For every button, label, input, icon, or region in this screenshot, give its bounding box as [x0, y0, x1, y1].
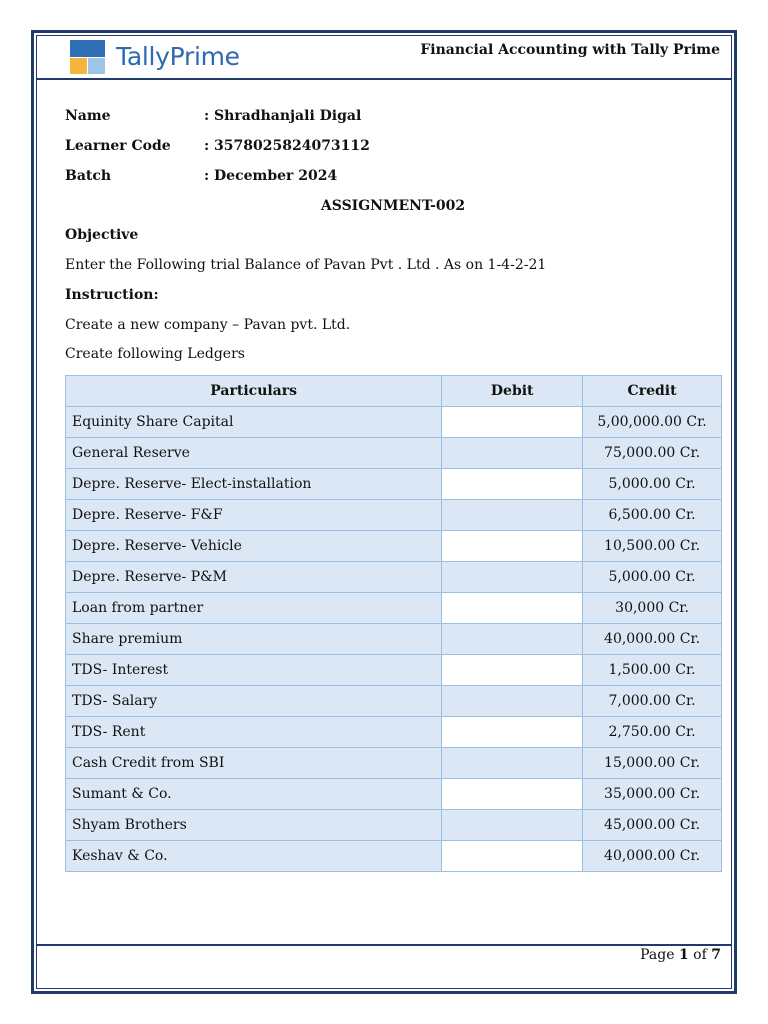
debit-cell [442, 500, 583, 531]
table-row [66, 500, 722, 531]
particulars-cell: Depre. Reserve- Elect-installation [66, 469, 442, 500]
credit-cell: 40,000.00 Cr. [583, 841, 722, 872]
table-row [66, 438, 722, 469]
credit-cell: 1,500.00 Cr. [583, 655, 722, 686]
debit-cell [442, 810, 583, 841]
batch-value: : December 2024 [204, 168, 338, 184]
name-value: : Shradhanjali Digal [204, 108, 362, 124]
page-current: 1 [678, 947, 689, 963]
debit-cell [442, 655, 583, 686]
table-row [66, 841, 722, 872]
debit-cell [442, 717, 583, 748]
of-word: of [693, 947, 707, 963]
debit-cell [442, 562, 583, 593]
credit-cell: 5,00,000.00 Cr. [583, 407, 722, 438]
debit-cell [442, 779, 583, 810]
debit-cell [442, 593, 583, 624]
particulars-cell: Loan from partner [66, 593, 442, 624]
header-credit: Credit [583, 376, 722, 407]
particulars-cell: Keshav & Co. [66, 841, 442, 872]
particulars-cell: Depre. Reserve- Vehicle [66, 531, 442, 562]
credit-cell: 5,000.00 Cr. [583, 469, 722, 500]
particulars-cell: Share premium [66, 624, 442, 655]
page-word: Page [640, 947, 675, 963]
credit-cell: 2,750.00 Cr. [583, 717, 722, 748]
table-row [66, 810, 722, 841]
debit-cell [442, 686, 583, 717]
particulars-cell: TDS- Salary [66, 686, 442, 717]
particulars-cell: Shyam Brothers [66, 810, 442, 841]
page-number [640, 947, 721, 963]
table-row [66, 779, 722, 810]
table-row [66, 624, 722, 655]
batch-label: Batch [65, 168, 112, 184]
particulars-cell: Depre. Reserve- P&M [66, 562, 442, 593]
table-row [66, 748, 722, 779]
table-row [66, 655, 722, 686]
debit-cell [442, 531, 583, 562]
table-row [66, 717, 722, 748]
table-row [66, 407, 722, 438]
header-particulars: Particulars [66, 376, 442, 407]
particulars-cell: Equinity Share Capital [66, 407, 442, 438]
particulars-cell: TDS- Interest [66, 655, 442, 686]
page-total: 7 [711, 947, 721, 963]
objective-label: Objective [65, 227, 139, 243]
table-header-row [66, 376, 722, 407]
credit-cell: 7,000.00 Cr. [583, 686, 722, 717]
tallyprime-logo-icon [70, 40, 105, 74]
assignment-heading: ASSIGNMENT-002 [320, 198, 466, 214]
table-row [66, 531, 722, 562]
footer-divider [36, 944, 732, 946]
debit-cell [442, 624, 583, 655]
particulars-cell: TDS- Rent [66, 717, 442, 748]
credit-cell: 6,500.00 Cr. [583, 500, 722, 531]
debit-cell [442, 841, 583, 872]
table-row [66, 562, 722, 593]
header-divider [36, 78, 732, 80]
logo-text: TallyPrime [116, 42, 240, 71]
debit-cell [442, 469, 583, 500]
particulars-cell: General Reserve [66, 438, 442, 469]
credit-cell: 35,000.00 Cr. [583, 779, 722, 810]
credit-cell: 40,000.00 Cr. [583, 624, 722, 655]
instruction-line-2: Create following Ledgers [65, 346, 245, 362]
particulars-cell: Cash Credit from SBI [66, 748, 442, 779]
header-debit: Debit [442, 376, 583, 407]
objective-text: Enter the Following trial Balance of Pavan Pvt . Ltd . As on 1-4-2-21 [65, 257, 547, 273]
debit-cell [442, 438, 583, 469]
credit-cell: 5,000.00 Cr. [583, 562, 722, 593]
debit-cell [442, 407, 583, 438]
table-row [66, 686, 722, 717]
learner-code-value: : 3578025824073112 [204, 138, 370, 154]
debit-cell [442, 748, 583, 779]
tallyprime-logo [70, 40, 250, 74]
particulars-cell: Sumant & Co. [66, 779, 442, 810]
credit-cell: 15,000.00 Cr. [583, 748, 722, 779]
instruction-line-1: Create a new company – Pavan pvt. Ltd. [65, 317, 351, 333]
learner-code-label: Learner Code [65, 138, 171, 154]
credit-cell: 30,000 Cr. [583, 593, 722, 624]
table-row [66, 469, 722, 500]
table-row [66, 593, 722, 624]
instruction-label: Instruction: [65, 287, 159, 303]
credit-cell: 45,000.00 Cr. [583, 810, 722, 841]
header-title: Financial Accounting with Tally Prime [420, 42, 720, 58]
credit-cell: 10,500.00 Cr. [583, 531, 722, 562]
credit-cell: 75,000.00 Cr. [583, 438, 722, 469]
name-label: Name [65, 108, 111, 124]
particulars-cell: Depre. Reserve- F&F [66, 500, 442, 531]
ledger-table [65, 375, 722, 872]
